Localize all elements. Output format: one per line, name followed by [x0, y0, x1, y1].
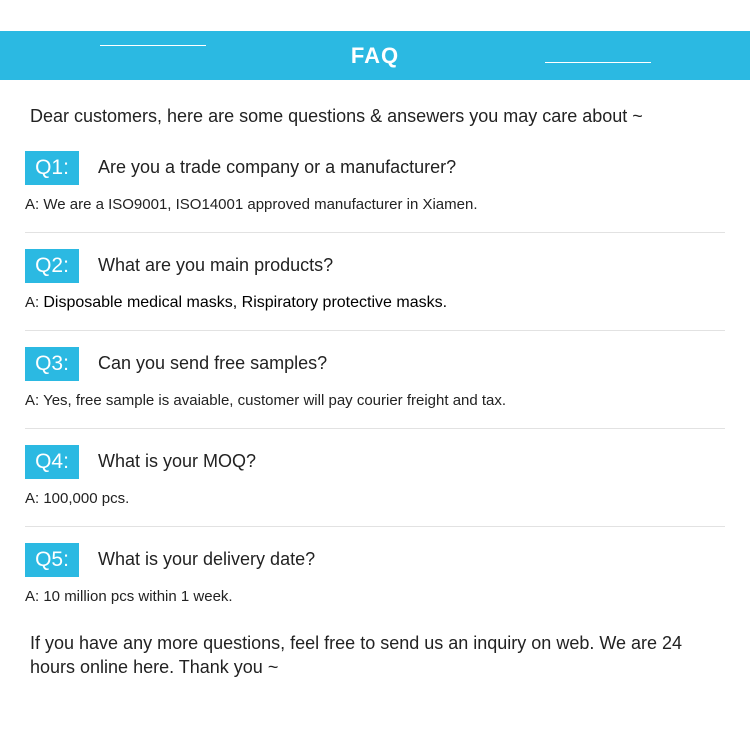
banner-decor-line-right [545, 62, 651, 63]
answer-prefix: A: [25, 294, 44, 311]
question-badge: Q3: [25, 347, 79, 381]
question-badge: Q5: [25, 543, 79, 577]
faq-banner [0, 31, 750, 80]
question-text: Can you send free samples? [98, 353, 328, 373]
divider [25, 330, 725, 331]
faq-item-2 [25, 249, 725, 347]
question-text: What is your MOQ? [98, 451, 257, 471]
faq-item-4 [25, 445, 725, 543]
question-text: What is your delivery date? [98, 549, 316, 569]
question-text: Are you a trade company or a manufacturer? [98, 157, 457, 177]
question-badge: Q1: [25, 151, 79, 185]
divider [25, 232, 725, 233]
answer-text: Disposable medical masks, Rispiratory protective masks. [43, 294, 448, 311]
question-text: What are you main products? [98, 255, 334, 275]
divider [25, 526, 725, 527]
answer-line [25, 294, 447, 312]
outro-text: If you have any more questions, feel free to send us an inquiry on web. We are 24 hours online here. Thank you ~ [30, 633, 683, 677]
page-title: FAQ [350, 43, 400, 68]
faq-item-1 [25, 151, 725, 249]
question-badge: Q2: [25, 249, 79, 283]
answer-text: A: 10 million pcs within 1 week. [25, 588, 233, 605]
divider [25, 428, 725, 429]
answer-text: A: Yes, free sample is avaiable, customer will pay courier freight and tax. [25, 392, 507, 409]
faq-item-3 [25, 347, 725, 445]
faq-item-5 [25, 543, 725, 641]
intro-text: Dear customers, here are some questions & ansewers you may care about ~ [30, 106, 643, 126]
answer-text: A: We are a ISO9001, ISO14001 approved manufacturer in Xiamen. [25, 196, 478, 213]
question-badge: Q4: [25, 445, 79, 479]
answer-text: A: 100,000 pcs. [25, 490, 130, 507]
